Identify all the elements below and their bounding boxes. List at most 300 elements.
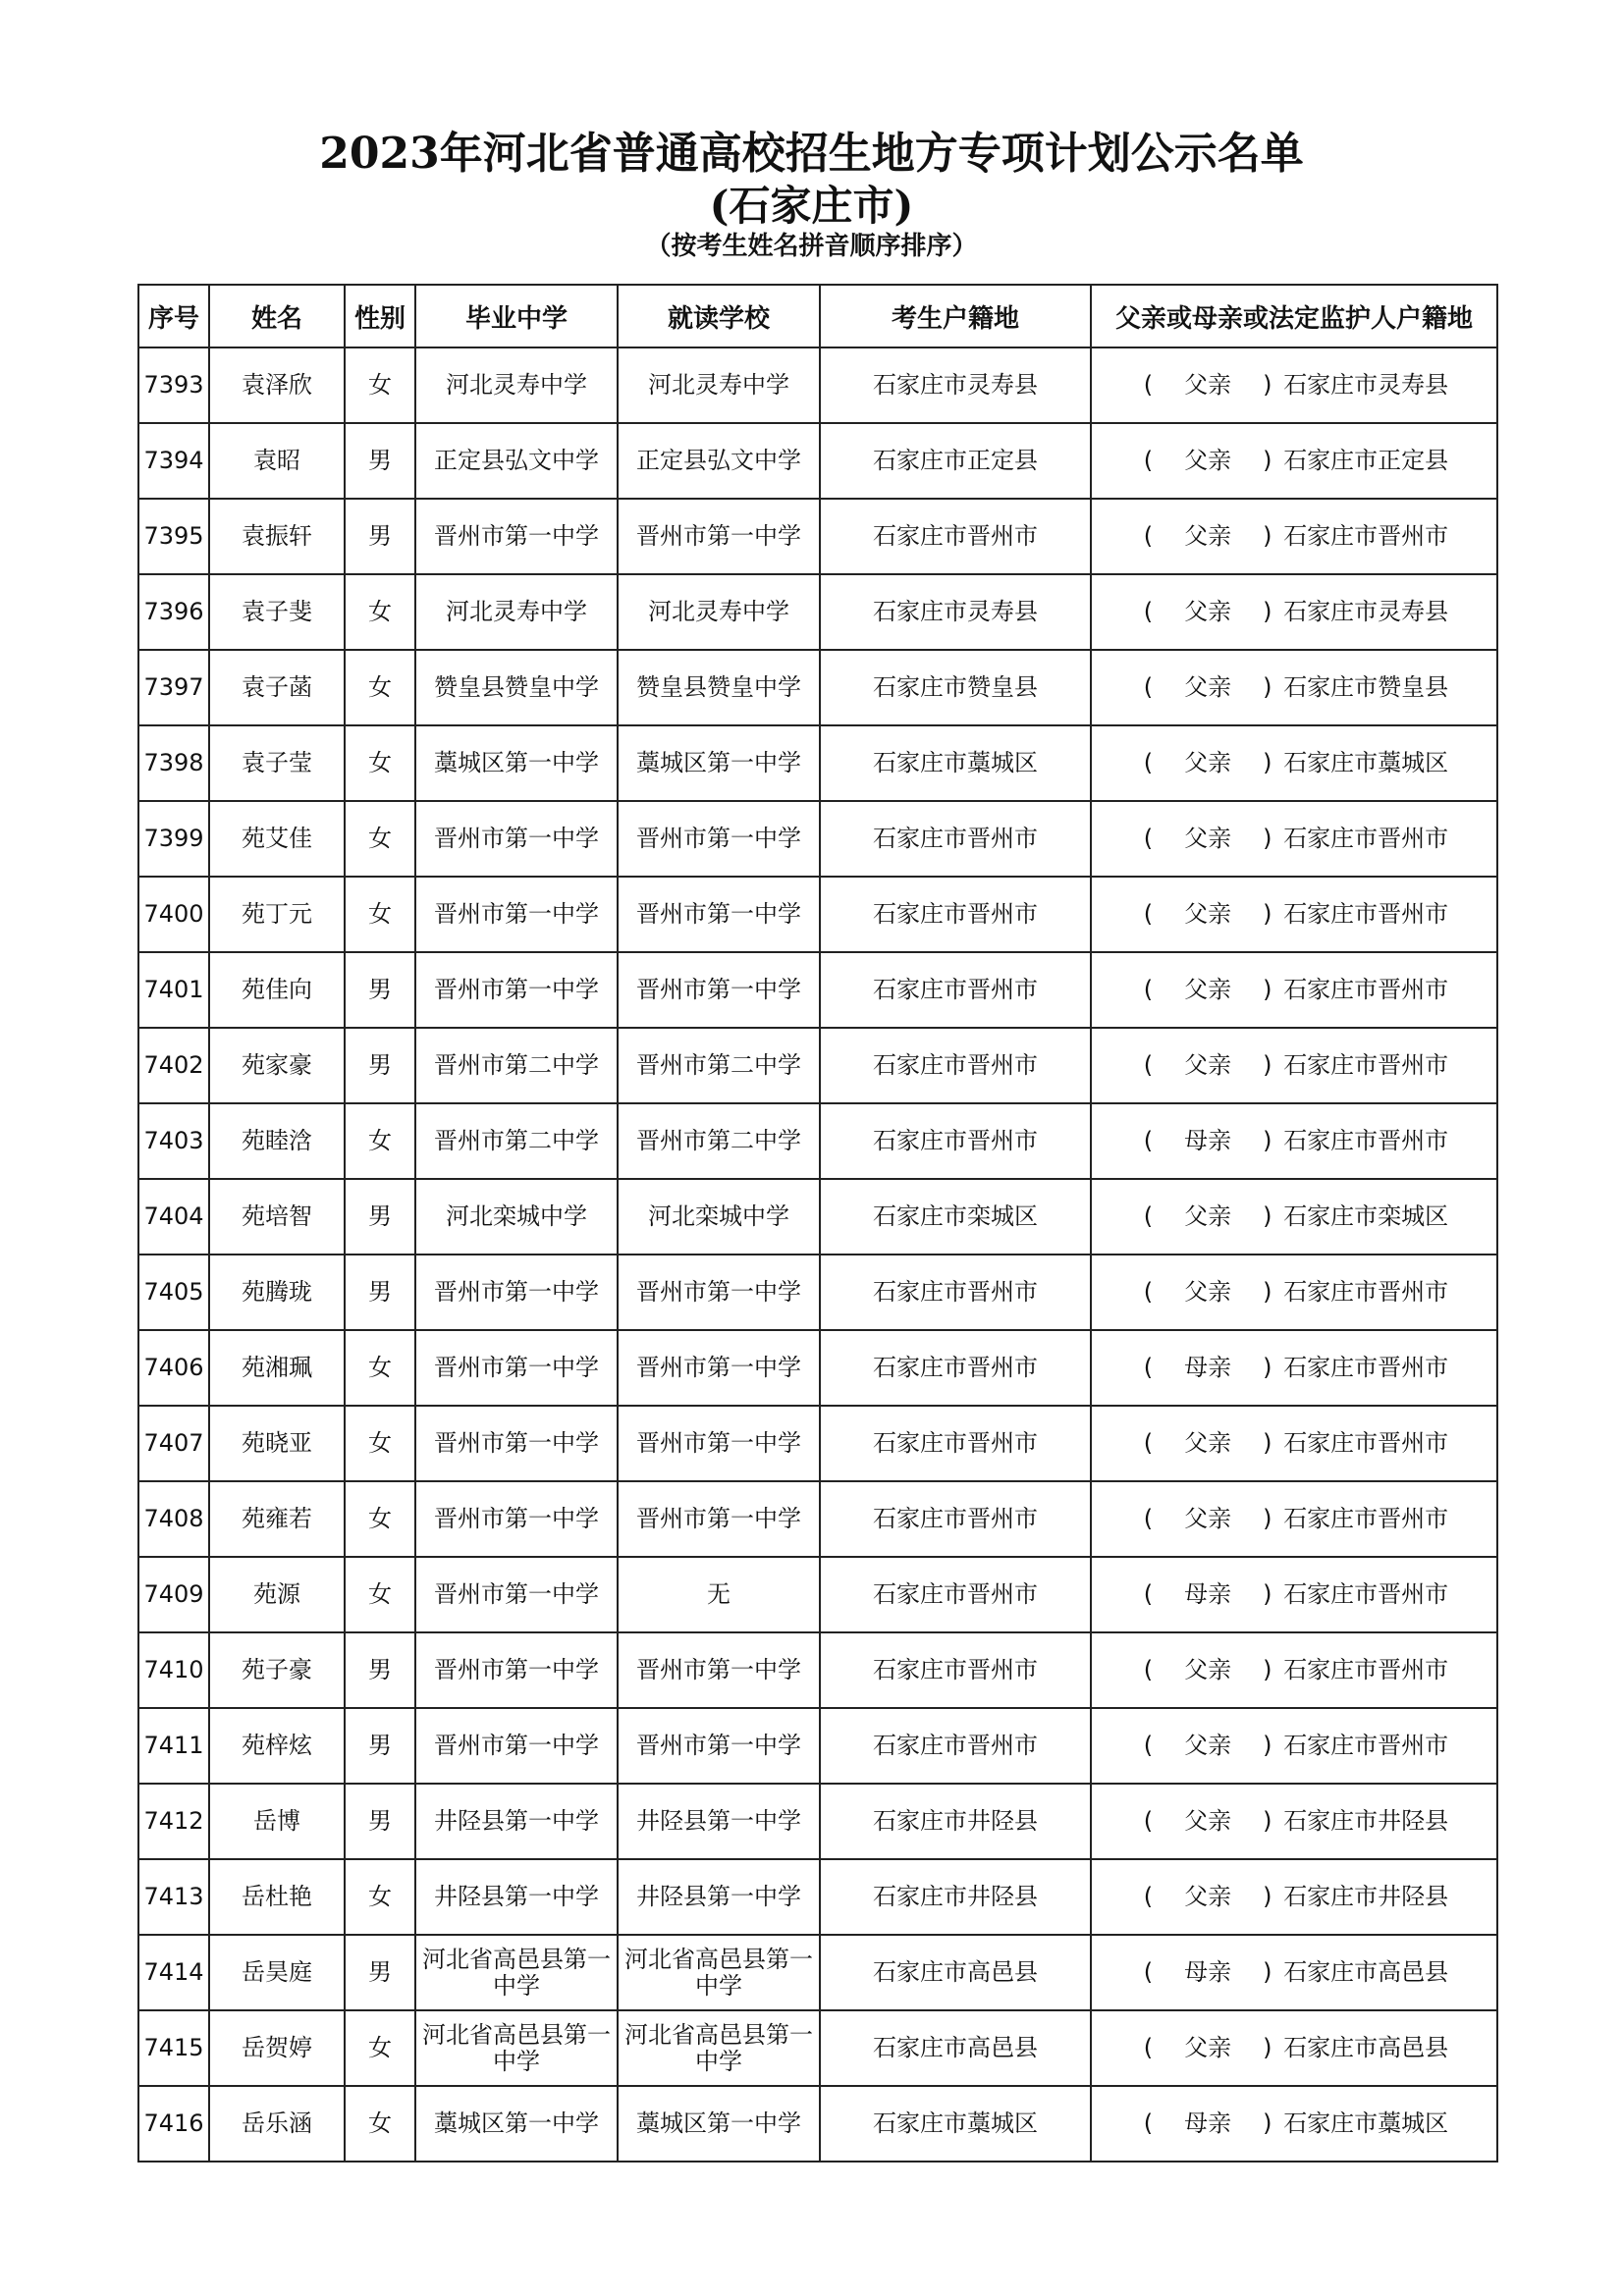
cell-gender: 女 (345, 574, 415, 650)
cell-grad-school: 晋州市第一中学 (415, 1255, 618, 1330)
cell-current-school: 河北栾城中学 (618, 1179, 820, 1255)
guardian-place: 石家庄市晋州市 (1283, 522, 1449, 550)
open-paren: ( (1143, 1051, 1154, 1079)
open-paren: ( (1143, 522, 1154, 550)
cell-grad-school: 晋州市第二中学 (415, 1028, 618, 1103)
cell-guardian-hukou (1091, 1708, 1497, 1784)
table-header-row (138, 285, 1497, 347)
guardian-relation: 母亲 (1184, 1354, 1232, 1381)
guardian-place: 石家庄市灵寿县 (1283, 598, 1449, 625)
cell-current-school: 晋州市第一中学 (618, 952, 820, 1028)
cell-grad-school: 赞皇县赞皇中学 (415, 650, 618, 725)
cell-name: 苑丁元 (209, 877, 345, 952)
cell-current-school: 井陉县第一中学 (618, 1784, 820, 1859)
guardian-place: 石家庄市栾城区 (1283, 1202, 1449, 1230)
table-row (138, 1330, 1497, 1406)
cell-guardian-hukou (1091, 1255, 1497, 1330)
close-paren: ) (1263, 1505, 1272, 1532)
cell-hukou: 石家庄市晋州市 (820, 801, 1091, 877)
cell-grad-school: 井陉县第一中学 (415, 1859, 618, 1935)
cell-gender: 女 (345, 801, 415, 877)
close-paren: ) (1263, 371, 1272, 399)
guardian-relation: 父亲 (1184, 1429, 1232, 1457)
cell-seq: 7397 (138, 650, 209, 725)
guardian-place: 石家庄市晋州市 (1283, 1580, 1449, 1608)
table-row (138, 650, 1497, 725)
cell-guardian-hukou (1091, 877, 1497, 952)
cell-gender: 男 (345, 1935, 415, 2010)
cell-seq: 7415 (138, 2010, 209, 2086)
header-seq: 序号 (138, 285, 209, 347)
cell-guardian-hukou (1091, 2010, 1497, 2086)
document-subtitle: (石家庄市) (709, 182, 914, 230)
open-paren: ( (1143, 1505, 1154, 1532)
cell-hukou: 石家庄市藁城区 (820, 2086, 1091, 2162)
cell-hukou: 石家庄市灵寿县 (820, 574, 1091, 650)
header-gender: 性别 (345, 285, 415, 347)
cell-seq: 7401 (138, 952, 209, 1028)
table-row (138, 1708, 1497, 1784)
cell-guardian-hukou (1091, 1632, 1497, 1708)
header-grad-school: 毕业中学 (415, 285, 618, 347)
open-paren: ( (1143, 673, 1154, 701)
cell-guardian-hukou (1091, 650, 1497, 725)
cell-name: 苑梓炫 (209, 1708, 345, 1784)
close-paren: ) (1263, 1807, 1272, 1835)
cell-current-school: 晋州市第一中学 (618, 1255, 820, 1330)
guardian-place: 石家庄市灵寿县 (1283, 371, 1449, 399)
cell-hukou: 石家庄市正定县 (820, 423, 1091, 499)
cell-name: 袁子斐 (209, 574, 345, 650)
cell-current-school: 晋州市第一中学 (618, 877, 820, 952)
cell-seq: 7394 (138, 423, 209, 499)
guardian-relation: 母亲 (1184, 1580, 1232, 1608)
cell-hukou: 石家庄市赞皇县 (820, 650, 1091, 725)
cell-current-school: 晋州市第一中学 (618, 499, 820, 574)
close-paren: ) (1263, 1883, 1272, 1910)
open-paren: ( (1143, 1278, 1154, 1306)
open-paren: ( (1143, 371, 1154, 399)
cell-seq: 7403 (138, 1103, 209, 1179)
cell-gender: 女 (345, 2010, 415, 2086)
cell-guardian-hukou (1091, 1103, 1497, 1179)
open-paren: ( (1143, 1807, 1154, 1835)
cell-grad-school: 河北栾城中学 (415, 1179, 618, 1255)
cell-grad-school: 晋州市第一中学 (415, 1330, 618, 1406)
cell-gender: 女 (345, 347, 415, 423)
cell-gender: 男 (345, 1784, 415, 1859)
guardian-place: 石家庄市晋州市 (1283, 1656, 1449, 1683)
cell-name: 袁子菡 (209, 650, 345, 725)
cell-name: 岳乐涵 (209, 2086, 345, 2162)
cell-guardian-hukou (1091, 1557, 1497, 1632)
guardian-relation: 父亲 (1184, 900, 1232, 928)
guardian-relation: 父亲 (1184, 2034, 1232, 2061)
cell-gender: 男 (345, 423, 415, 499)
cell-current-school: 无 (618, 1557, 820, 1632)
guardian-relation: 父亲 (1184, 1656, 1232, 1683)
cell-name: 苑佳向 (209, 952, 345, 1028)
cell-hukou: 石家庄市灵寿县 (820, 347, 1091, 423)
cell-current-school: 河北省高邑县第一中学 (618, 2010, 820, 2086)
cell-guardian-hukou (1091, 423, 1497, 499)
cell-current-school: 藁城区第一中学 (618, 725, 820, 801)
close-paren: ) (1263, 598, 1272, 625)
cell-gender: 女 (345, 1481, 415, 1557)
table-body (138, 347, 1497, 2162)
open-paren: ( (1143, 825, 1154, 852)
open-paren: ( (1143, 1656, 1154, 1683)
guardian-place: 石家庄市高邑县 (1283, 1958, 1449, 1986)
cell-seq: 7402 (138, 1028, 209, 1103)
header-hukou: 考生户籍地 (820, 285, 1091, 347)
guardian-relation: 父亲 (1184, 598, 1232, 625)
guardian-place: 石家庄市正定县 (1283, 447, 1449, 474)
guardian-place: 石家庄市晋州市 (1283, 976, 1449, 1003)
cell-current-school: 赞皇县赞皇中学 (618, 650, 820, 725)
close-paren: ) (1263, 522, 1272, 550)
open-paren: ( (1143, 1127, 1154, 1154)
cell-guardian-hukou (1091, 1406, 1497, 1481)
table-row (138, 423, 1497, 499)
cell-seq: 7398 (138, 725, 209, 801)
cell-grad-school: 井陉县第一中学 (415, 1784, 618, 1859)
table-row (138, 2086, 1497, 2162)
open-paren: ( (1143, 976, 1154, 1003)
open-paren: ( (1143, 1883, 1154, 1910)
close-paren: ) (1263, 1958, 1272, 1986)
close-paren: ) (1263, 749, 1272, 776)
cell-grad-school: 晋州市第一中学 (415, 1481, 618, 1557)
cell-current-school: 晋州市第一中学 (618, 1330, 820, 1406)
table-row (138, 1632, 1497, 1708)
guardian-place: 石家庄市藁城区 (1283, 2109, 1449, 2137)
guardian-place: 石家庄市晋州市 (1283, 825, 1449, 852)
cell-current-school: 晋州市第一中学 (618, 1481, 820, 1557)
close-paren: ) (1263, 1354, 1272, 1381)
close-paren: ) (1263, 1202, 1272, 1230)
close-paren: ) (1263, 900, 1272, 928)
cell-name: 苑源 (209, 1557, 345, 1632)
cell-gender: 女 (345, 1859, 415, 1935)
cell-name: 袁泽欣 (209, 347, 345, 423)
close-paren: ) (1263, 976, 1272, 1003)
cell-grad-school: 河北灵寿中学 (415, 347, 618, 423)
guardian-place: 石家庄市藁城区 (1283, 749, 1449, 776)
guardian-place: 石家庄市晋州市 (1283, 1732, 1449, 1759)
cell-gender: 男 (345, 1255, 415, 1330)
guardian-relation: 父亲 (1184, 522, 1232, 550)
cell-guardian-hukou (1091, 952, 1497, 1028)
cell-current-school: 藁城区第一中学 (618, 2086, 820, 2162)
cell-hukou: 石家庄市晋州市 (820, 1481, 1091, 1557)
cell-seq: 7395 (138, 499, 209, 574)
cell-current-school: 河北省高邑县第一中学 (618, 1935, 820, 2010)
cell-guardian-hukou (1091, 1028, 1497, 1103)
close-paren: ) (1263, 2034, 1272, 2061)
table-row (138, 347, 1497, 423)
cell-hukou: 石家庄市井陉县 (820, 1784, 1091, 1859)
cell-hukou: 石家庄市晋州市 (820, 499, 1091, 574)
open-paren: ( (1143, 1429, 1154, 1457)
cell-seq: 7414 (138, 1935, 209, 2010)
cell-seq: 7410 (138, 1632, 209, 1708)
cell-gender: 男 (345, 952, 415, 1028)
cell-current-school: 正定县弘文中学 (618, 423, 820, 499)
table-row (138, 952, 1497, 1028)
open-paren: ( (1143, 900, 1154, 928)
cell-grad-school: 藁城区第一中学 (415, 725, 618, 801)
guardian-place: 石家庄市晋州市 (1283, 1505, 1449, 1532)
student-list-table (137, 284, 1498, 2163)
cell-hukou: 石家庄市晋州市 (820, 1028, 1091, 1103)
open-paren: ( (1143, 1202, 1154, 1230)
cell-gender: 男 (345, 1708, 415, 1784)
cell-guardian-hukou (1091, 1179, 1497, 1255)
cell-hukou: 石家庄市晋州市 (820, 1557, 1091, 1632)
open-paren: ( (1143, 598, 1154, 625)
cell-gender: 女 (345, 650, 415, 725)
cell-guardian-hukou (1091, 1784, 1497, 1859)
table-row (138, 801, 1497, 877)
cell-guardian-hukou (1091, 725, 1497, 801)
cell-guardian-hukou (1091, 1481, 1497, 1557)
guardian-relation: 父亲 (1184, 825, 1232, 852)
table-row (138, 1028, 1497, 1103)
table-row (138, 725, 1497, 801)
sort-note: （按考生姓名拼音顺序排序） (645, 232, 978, 261)
cell-grad-school: 晋州市第一中学 (415, 801, 618, 877)
guardian-relation: 母亲 (1184, 1958, 1232, 1986)
cell-hukou: 石家庄市晋州市 (820, 952, 1091, 1028)
cell-guardian-hukou (1091, 2086, 1497, 2162)
cell-guardian-hukou (1091, 801, 1497, 877)
guardian-relation: 父亲 (1184, 1883, 1232, 1910)
cell-name: 袁昭 (209, 423, 345, 499)
cell-grad-school: 晋州市第一中学 (415, 1632, 618, 1708)
table-row (138, 1103, 1497, 1179)
cell-current-school: 晋州市第一中学 (618, 1406, 820, 1481)
cell-gender: 女 (345, 1406, 415, 1481)
cell-seq: 7411 (138, 1708, 209, 1784)
guardian-relation: 父亲 (1184, 447, 1232, 474)
cell-gender: 男 (345, 1632, 415, 1708)
open-paren: ( (1143, 447, 1154, 474)
table-row (138, 574, 1497, 650)
cell-current-school: 井陉县第一中学 (618, 1859, 820, 1935)
close-paren: ) (1263, 1732, 1272, 1759)
cell-name: 苑培智 (209, 1179, 345, 1255)
cell-hukou: 石家庄市晋州市 (820, 877, 1091, 952)
cell-grad-school: 晋州市第一中学 (415, 1406, 618, 1481)
cell-name: 苑湘珮 (209, 1330, 345, 1406)
table-row (138, 877, 1497, 952)
guardian-place: 石家庄市晋州市 (1283, 1429, 1449, 1457)
guardian-relation: 父亲 (1184, 1051, 1232, 1079)
close-paren: ) (1263, 1127, 1272, 1154)
cell-grad-school: 河北省高邑县第一中学 (415, 2010, 618, 2086)
cell-hukou: 石家庄市井陉县 (820, 1859, 1091, 1935)
cell-seq: 7412 (138, 1784, 209, 1859)
guardian-relation: 父亲 (1184, 1732, 1232, 1759)
cell-grad-school: 晋州市第一中学 (415, 877, 618, 952)
open-paren: ( (1143, 1580, 1154, 1608)
close-paren: ) (1263, 1429, 1272, 1457)
cell-name: 岳博 (209, 1784, 345, 1859)
cell-current-school: 河北灵寿中学 (618, 574, 820, 650)
guardian-relation: 父亲 (1184, 1505, 1232, 1532)
cell-hukou: 石家庄市晋州市 (820, 1255, 1091, 1330)
close-paren: ) (1263, 2109, 1272, 2137)
cell-hukou: 石家庄市高邑县 (820, 1935, 1091, 2010)
cell-gender: 女 (345, 1330, 415, 1406)
cell-gender: 女 (345, 1103, 415, 1179)
cell-seq: 7413 (138, 1859, 209, 1935)
cell-guardian-hukou (1091, 574, 1497, 650)
table-row (138, 1179, 1497, 1255)
guardian-relation: 母亲 (1184, 1127, 1232, 1154)
cell-name: 岳昊庭 (209, 1935, 345, 2010)
cell-hukou: 石家庄市晋州市 (820, 1708, 1091, 1784)
cell-current-school: 晋州市第一中学 (618, 1708, 820, 1784)
open-paren: ( (1143, 2109, 1154, 2137)
cell-gender: 男 (345, 499, 415, 574)
guardian-place: 石家庄市晋州市 (1283, 1051, 1449, 1079)
cell-grad-school: 河北灵寿中学 (415, 574, 618, 650)
guardian-relation: 父亲 (1184, 749, 1232, 776)
cell-seq: 7406 (138, 1330, 209, 1406)
guardian-place: 石家庄市赞皇县 (1283, 673, 1449, 701)
cell-name: 苑家豪 (209, 1028, 345, 1103)
cell-gender: 女 (345, 2086, 415, 2162)
cell-guardian-hukou (1091, 1330, 1497, 1406)
cell-grad-school: 晋州市第一中学 (415, 1708, 618, 1784)
cell-seq: 7399 (138, 801, 209, 877)
close-paren: ) (1263, 1278, 1272, 1306)
guardian-relation: 父亲 (1184, 371, 1232, 399)
guardian-relation: 父亲 (1184, 1807, 1232, 1835)
guardian-place: 石家庄市井陉县 (1283, 1807, 1449, 1835)
cell-hukou: 石家庄市藁城区 (820, 725, 1091, 801)
close-paren: ) (1263, 447, 1272, 474)
cell-hukou: 石家庄市高邑县 (820, 2010, 1091, 2086)
cell-gender: 女 (345, 1557, 415, 1632)
cell-hukou: 石家庄市栾城区 (820, 1179, 1091, 1255)
open-paren: ( (1143, 1958, 1154, 1986)
cell-name: 袁振轩 (209, 499, 345, 574)
close-paren: ) (1263, 825, 1272, 852)
table-row (138, 1784, 1497, 1859)
cell-guardian-hukou (1091, 1935, 1497, 2010)
cell-gender: 女 (345, 725, 415, 801)
cell-seq: 7393 (138, 347, 209, 423)
guardian-relation: 父亲 (1184, 976, 1232, 1003)
cell-name: 苑睦浛 (209, 1103, 345, 1179)
table-row (138, 1859, 1497, 1935)
cell-gender: 男 (345, 1028, 415, 1103)
guardian-relation: 父亲 (1184, 673, 1232, 701)
cell-name: 苑晓亚 (209, 1406, 345, 1481)
cell-gender: 女 (345, 877, 415, 952)
cell-name: 苑腾珑 (209, 1255, 345, 1330)
cell-hukou: 石家庄市晋州市 (820, 1103, 1091, 1179)
close-paren: ) (1263, 1656, 1272, 1683)
close-paren: ) (1263, 673, 1272, 701)
cell-gender: 男 (345, 1179, 415, 1255)
table-row (138, 1406, 1497, 1481)
cell-grad-school: 晋州市第一中学 (415, 1557, 618, 1632)
table-row (138, 1557, 1497, 1632)
cell-name: 袁子莹 (209, 725, 345, 801)
guardian-place: 石家庄市井陉县 (1283, 1883, 1449, 1910)
cell-seq: 7416 (138, 2086, 209, 2162)
guardian-place: 石家庄市晋州市 (1283, 1354, 1449, 1381)
cell-grad-school: 晋州市第二中学 (415, 1103, 618, 1179)
table-row (138, 1255, 1497, 1330)
cell-seq: 7404 (138, 1179, 209, 1255)
cell-current-school: 晋州市第一中学 (618, 1632, 820, 1708)
cell-seq: 7396 (138, 574, 209, 650)
header-name: 姓名 (209, 285, 345, 347)
cell-grad-school: 晋州市第一中学 (415, 952, 618, 1028)
close-paren: ) (1263, 1580, 1272, 1608)
open-paren: ( (1143, 2034, 1154, 2061)
guardian-place: 石家庄市晋州市 (1283, 900, 1449, 928)
cell-seq: 7408 (138, 1481, 209, 1557)
cell-name: 苑子豪 (209, 1632, 345, 1708)
cell-name: 岳贺婷 (209, 2010, 345, 2086)
cell-seq: 7409 (138, 1557, 209, 1632)
cell-grad-school: 河北省高邑县第一中学 (415, 1935, 618, 2010)
open-paren: ( (1143, 1732, 1154, 1759)
guardian-relation: 父亲 (1184, 1278, 1232, 1306)
open-paren: ( (1143, 1354, 1154, 1381)
open-paren: ( (1143, 749, 1154, 776)
header-guardian-hukou: 父亲或母亲或法定监护人户籍地 (1091, 285, 1497, 347)
header-current-school: 就读学校 (618, 285, 820, 347)
table-row (138, 1935, 1497, 2010)
cell-seq: 7405 (138, 1255, 209, 1330)
guardian-place: 石家庄市晋州市 (1283, 1127, 1449, 1154)
cell-grad-school: 正定县弘文中学 (415, 423, 618, 499)
cell-seq: 7400 (138, 877, 209, 952)
cell-grad-school: 藁城区第一中学 (415, 2086, 618, 2162)
close-paren: ) (1263, 1051, 1272, 1079)
guardian-relation: 父亲 (1184, 1202, 1232, 1230)
table-row (138, 499, 1497, 574)
table-row (138, 2010, 1497, 2086)
cell-name: 苑雍若 (209, 1481, 345, 1557)
cell-current-school: 晋州市第二中学 (618, 1103, 820, 1179)
guardian-place: 石家庄市晋州市 (1283, 1278, 1449, 1306)
document-title: 2023年河北省普通高校招生地方专项计划公示名单 (319, 129, 1304, 179)
cell-hukou: 石家庄市晋州市 (820, 1330, 1091, 1406)
guardian-place: 石家庄市高邑县 (1283, 2034, 1449, 2061)
cell-current-school: 晋州市第二中学 (618, 1028, 820, 1103)
cell-name: 岳杜艳 (209, 1859, 345, 1935)
cell-guardian-hukou (1091, 347, 1497, 423)
cell-guardian-hukou (1091, 1859, 1497, 1935)
cell-current-school: 晋州市第一中学 (618, 801, 820, 877)
cell-name: 苑艾佳 (209, 801, 345, 877)
cell-grad-school: 晋州市第一中学 (415, 499, 618, 574)
cell-seq: 7407 (138, 1406, 209, 1481)
cell-current-school: 河北灵寿中学 (618, 347, 820, 423)
cell-hukou: 石家庄市晋州市 (820, 1632, 1091, 1708)
guardian-relation: 母亲 (1184, 2109, 1232, 2137)
cell-guardian-hukou (1091, 499, 1497, 574)
table-row (138, 1481, 1497, 1557)
